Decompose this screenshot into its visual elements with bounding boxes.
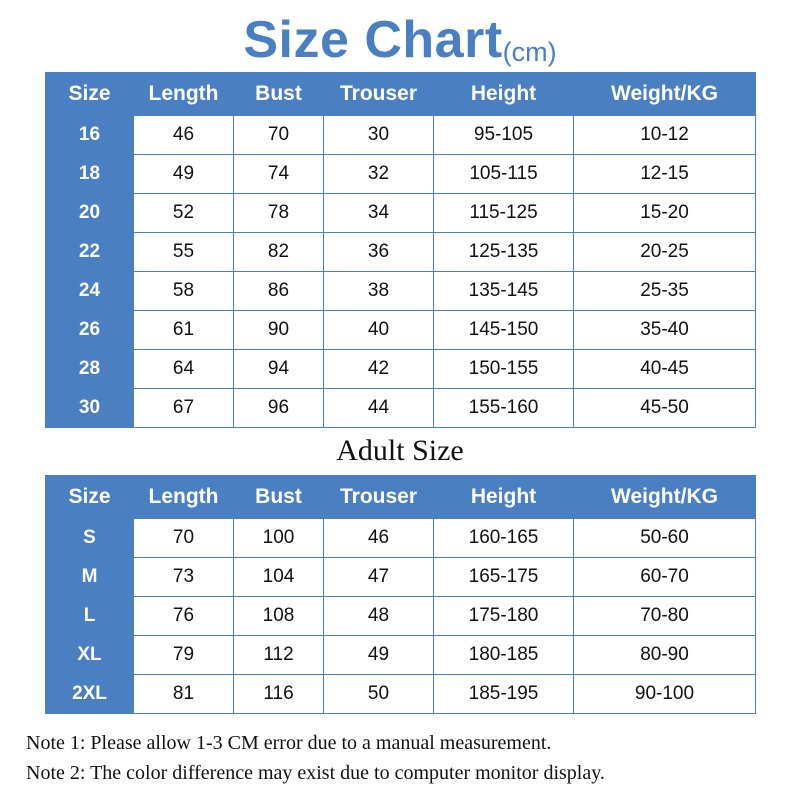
adult-table-header (46, 476, 756, 519)
cell-height: 150-155 (434, 350, 574, 389)
adult-size-table (45, 475, 756, 714)
cell-length: 61 (134, 311, 234, 350)
adult-table-body (46, 519, 756, 714)
table-row (46, 233, 756, 272)
cell-trouser: 42 (324, 350, 434, 389)
cell-trouser: 49 (324, 636, 434, 675)
cell-bust: 70 (234, 116, 324, 155)
cell-trouser: 32 (324, 155, 434, 194)
column-header-height: Height (434, 476, 574, 519)
cell-length: 79 (134, 636, 234, 675)
cell-weight: 12-15 (574, 155, 756, 194)
table-row (46, 389, 756, 428)
kids-size-table-block (45, 72, 755, 428)
table-row (46, 636, 756, 675)
cell-weight: 10-12 (574, 116, 756, 155)
cell-length: 70 (134, 519, 234, 558)
table-row (46, 675, 756, 714)
column-header-weight: Weight/KG (574, 476, 756, 519)
cell-height: 105-115 (434, 155, 574, 194)
kids-table-body (46, 116, 756, 428)
cell-size: 22 (46, 233, 134, 272)
cell-bust: 112 (234, 636, 324, 675)
column-header-height: Height (434, 73, 574, 116)
cell-bust: 108 (234, 597, 324, 636)
cell-length: 81 (134, 675, 234, 714)
cell-size: XL (46, 636, 134, 675)
cell-height: 125-135 (434, 233, 574, 272)
column-header-size: Size (46, 73, 134, 116)
table-row (46, 558, 756, 597)
cell-trouser: 47 (324, 558, 434, 597)
cell-length: 55 (134, 233, 234, 272)
cell-trouser: 38 (324, 272, 434, 311)
column-header-bust: Bust (234, 73, 324, 116)
column-header-bust: Bust (234, 476, 324, 519)
cell-trouser: 50 (324, 675, 434, 714)
notes-section (0, 728, 800, 788)
cell-length: 58 (134, 272, 234, 311)
table-header-row (46, 73, 756, 116)
cell-bust: 74 (234, 155, 324, 194)
cell-weight: 25-35 (574, 272, 756, 311)
cell-height: 180-185 (434, 636, 574, 675)
cell-weight: 40-45 (574, 350, 756, 389)
cell-height: 165-175 (434, 558, 574, 597)
cell-trouser: 46 (324, 519, 434, 558)
cell-length: 64 (134, 350, 234, 389)
cell-bust: 104 (234, 558, 324, 597)
column-header-trouser: Trouser (324, 476, 434, 519)
cell-weight: 90-100 (574, 675, 756, 714)
cell-height: 115-125 (434, 194, 574, 233)
cell-length: 52 (134, 194, 234, 233)
cell-trouser: 44 (324, 389, 434, 428)
table-row (46, 116, 756, 155)
cell-trouser: 36 (324, 233, 434, 272)
cell-bust: 86 (234, 272, 324, 311)
kids-table-header (46, 73, 756, 116)
cell-size: 2XL (46, 675, 134, 714)
cell-size: M (46, 558, 134, 597)
cell-bust: 96 (234, 389, 324, 428)
cell-length: 67 (134, 389, 234, 428)
note-measurement-error: Note 1: Please allow 1-3 CM error due to a manual measurement. (26, 732, 552, 754)
column-header-size: Size (46, 476, 134, 519)
table-row (46, 519, 756, 558)
cell-height: 175-180 (434, 597, 574, 636)
table-header-row (46, 476, 756, 519)
cell-weight: 60-70 (574, 558, 756, 597)
cell-length: 46 (134, 116, 234, 155)
cell-trouser: 48 (324, 597, 434, 636)
cell-bust: 116 (234, 675, 324, 714)
page-title-unit: (cm) (502, 37, 557, 67)
cell-weight: 50-60 (574, 519, 756, 558)
cell-bust: 100 (234, 519, 324, 558)
page-title (0, 0, 800, 69)
cell-length: 76 (134, 597, 234, 636)
cell-size: 30 (46, 389, 134, 428)
cell-trouser: 34 (324, 194, 434, 233)
page-title-text: Size Chart (243, 11, 503, 69)
table-row (46, 155, 756, 194)
cell-weight: 20-25 (574, 233, 756, 272)
cell-size: 24 (46, 272, 134, 311)
adult-size-table-block (45, 475, 755, 714)
cell-size: 26 (46, 311, 134, 350)
cell-size: L (46, 597, 134, 636)
cell-height: 160-165 (434, 519, 574, 558)
table-row (46, 311, 756, 350)
cell-weight: 35-40 (574, 311, 756, 350)
table-row (46, 194, 756, 233)
cell-size: S (46, 519, 134, 558)
cell-height: 135-145 (434, 272, 574, 311)
table-row (46, 272, 756, 311)
cell-size: 16 (46, 116, 134, 155)
column-header-trouser: Trouser (324, 73, 434, 116)
note-color-difference: Note 2: The color difference may exist due to computer monitor display. (26, 762, 605, 784)
cell-height: 155-160 (434, 389, 574, 428)
cell-height: 145-150 (434, 311, 574, 350)
cell-trouser: 30 (324, 116, 434, 155)
cell-height: 95-105 (434, 116, 574, 155)
cell-bust: 82 (234, 233, 324, 272)
column-header-weight: Weight/KG (574, 73, 756, 116)
cell-bust: 78 (234, 194, 324, 233)
cell-size: 20 (46, 194, 134, 233)
table-row (46, 597, 756, 636)
column-header-length: Length (134, 476, 234, 519)
adult-size-label: Adult Size (336, 434, 464, 467)
table-row (46, 350, 756, 389)
cell-weight: 70-80 (574, 597, 756, 636)
cell-bust: 90 (234, 311, 324, 350)
cell-length: 49 (134, 155, 234, 194)
cell-trouser: 40 (324, 311, 434, 350)
cell-bust: 94 (234, 350, 324, 389)
cell-weight: 15-20 (574, 194, 756, 233)
kids-size-table (45, 72, 756, 428)
cell-size: 28 (46, 350, 134, 389)
cell-length: 73 (134, 558, 234, 597)
cell-weight: 45-50 (574, 389, 756, 428)
cell-height: 185-195 (434, 675, 574, 714)
cell-size: 18 (46, 155, 134, 194)
column-header-length: Length (134, 73, 234, 116)
cell-weight: 80-90 (574, 636, 756, 675)
